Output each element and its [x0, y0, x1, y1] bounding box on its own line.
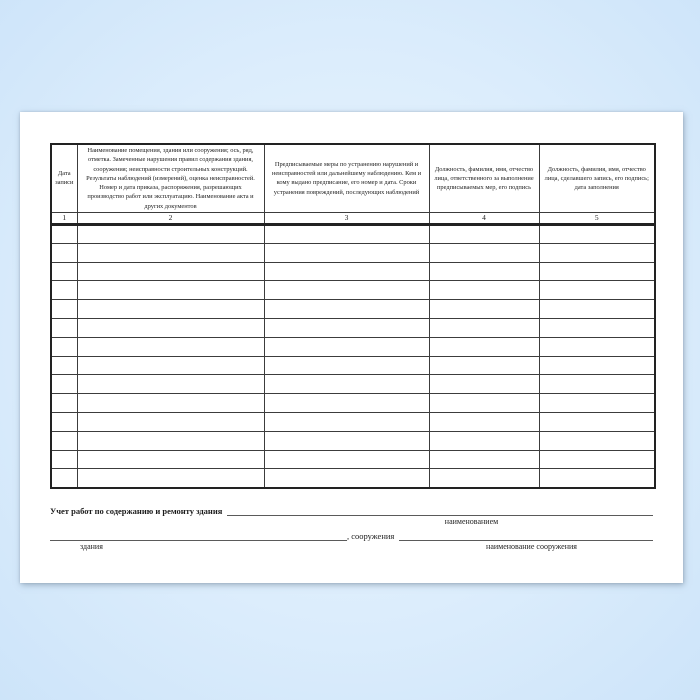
blank-caption-name: наименованием — [444, 517, 499, 526]
empty-cell — [264, 431, 429, 450]
empty-cell — [77, 450, 264, 469]
footer-line2-label: , сооружения — [347, 531, 395, 541]
empty-cell — [51, 224, 77, 243]
empty-cell — [539, 431, 655, 450]
empty-cell — [77, 375, 264, 394]
empty-cell — [264, 469, 429, 488]
empty-cell — [429, 318, 539, 337]
empty-cell — [264, 394, 429, 413]
empty-cell — [51, 281, 77, 300]
empty-cell — [51, 300, 77, 319]
empty-cell — [429, 281, 539, 300]
empty-cell — [51, 469, 77, 488]
col-header-premises-observations: Наименование помещения, здания или сооружения; ось, ряд, отметка. Замеченные нарушения правил содержания здания, сооружения; неисправности строительных конструкций. Результаты наблюдений (измерений), оценка неисправностей. Номер и дата приказа, распоряжения, разрешающих производство работ или эксплуатацию. Наименование акта и других документов — [77, 144, 264, 212]
col-header-responsible-person: Должность, фамилия, имя, отчество лица, ответственного за выполнение предписываемых мер, его подпись — [429, 144, 539, 212]
footer-captions-row — [50, 541, 653, 553]
empty-cell — [429, 469, 539, 488]
empty-cell — [51, 412, 77, 431]
empty-cell — [539, 300, 655, 319]
col-number: 5 — [539, 212, 655, 224]
empty-log-row — [51, 450, 655, 469]
empty-cell — [264, 318, 429, 337]
empty-log-row — [51, 243, 655, 262]
empty-cell — [429, 356, 539, 375]
empty-cell — [77, 469, 264, 488]
empty-cell — [429, 412, 539, 431]
empty-cell — [264, 300, 429, 319]
empty-cell — [77, 431, 264, 450]
empty-cell — [51, 337, 77, 356]
empty-cell — [429, 337, 539, 356]
empty-cell — [539, 262, 655, 281]
blank-building-name-line — [227, 506, 653, 516]
col-header-date: Дата записи — [51, 144, 77, 212]
empty-cell — [77, 281, 264, 300]
empty-cell — [51, 394, 77, 413]
empty-cell — [264, 281, 429, 300]
col-header-prescribed-measures: Предписываемые меры по устранению нарушений и неисправностей или дальнейшему наблюдению. Кем и кому выдано предписание, его номер и дата. Сроки устранения повреждений, последующих наблюдений — [264, 144, 429, 212]
empty-cell — [264, 450, 429, 469]
footer-fill-in-section — [50, 506, 653, 553]
empty-cell — [539, 337, 655, 356]
empty-cell — [429, 300, 539, 319]
empty-log-row — [51, 300, 655, 319]
empty-log-row — [51, 412, 655, 431]
empty-cell — [264, 262, 429, 281]
empty-cell — [264, 243, 429, 262]
empty-cell — [429, 375, 539, 394]
empty-cell — [264, 412, 429, 431]
empty-cell — [77, 300, 264, 319]
empty-cell — [429, 262, 539, 281]
empty-cell — [77, 318, 264, 337]
col-number: 1 — [51, 212, 77, 224]
empty-cell — [539, 375, 655, 394]
empty-log-row — [51, 469, 655, 488]
empty-log-row — [51, 394, 655, 413]
empty-cell — [51, 262, 77, 281]
empty-cell — [51, 356, 77, 375]
empty-log-row — [51, 318, 655, 337]
col-number: 4 — [429, 212, 539, 224]
empty-cell — [264, 356, 429, 375]
empty-log-row — [51, 375, 655, 394]
blank-structure-name-line — [399, 531, 653, 541]
empty-cell — [539, 450, 655, 469]
empty-cell — [429, 394, 539, 413]
empty-cell — [77, 412, 264, 431]
empty-cell — [51, 243, 77, 262]
empty-cell — [51, 450, 77, 469]
empty-cell — [539, 412, 655, 431]
empty-cell — [539, 281, 655, 300]
empty-cell — [539, 243, 655, 262]
table-header-row — [51, 144, 655, 212]
blank-caption-building: здания — [80, 542, 103, 551]
col-number: 2 — [77, 212, 264, 224]
empty-cell — [264, 224, 429, 243]
blank-building-line — [50, 531, 347, 541]
empty-cell — [264, 337, 429, 356]
empty-log-row — [51, 356, 655, 375]
empty-cell — [429, 243, 539, 262]
column-number-row — [51, 212, 655, 224]
empty-cell — [539, 224, 655, 243]
empty-cell — [77, 224, 264, 243]
empty-log-row — [51, 224, 655, 243]
empty-cell — [77, 243, 264, 262]
empty-cell — [539, 318, 655, 337]
empty-cell — [77, 262, 264, 281]
empty-cell — [539, 356, 655, 375]
empty-cell — [51, 375, 77, 394]
empty-cell — [429, 450, 539, 469]
col-number: 3 — [264, 212, 429, 224]
empty-log-row — [51, 262, 655, 281]
footer-line-2 — [50, 531, 653, 541]
empty-log-row — [51, 431, 655, 450]
blank-caption-structure-name: наименование сооружения — [486, 542, 577, 551]
empty-cell — [429, 431, 539, 450]
empty-cell — [51, 431, 77, 450]
empty-cell — [539, 394, 655, 413]
empty-cell — [77, 356, 264, 375]
empty-log-row — [51, 337, 655, 356]
empty-cell — [539, 469, 655, 488]
maintenance-log-table — [50, 143, 656, 489]
empty-cell — [429, 224, 539, 243]
footer-line1-label: Учет работ по содержанию и ремонту здания — [50, 506, 223, 516]
empty-log-row — [51, 281, 655, 300]
footer-line-1 — [50, 506, 653, 516]
empty-cell — [51, 318, 77, 337]
empty-cell — [77, 394, 264, 413]
col-header-recording-person: Должность, фамилия, имя, отчество лица, сделавшего запись, его подпись; дата заполнения — [539, 144, 655, 212]
form-page — [20, 112, 683, 583]
empty-cell — [264, 375, 429, 394]
empty-cell — [77, 337, 264, 356]
